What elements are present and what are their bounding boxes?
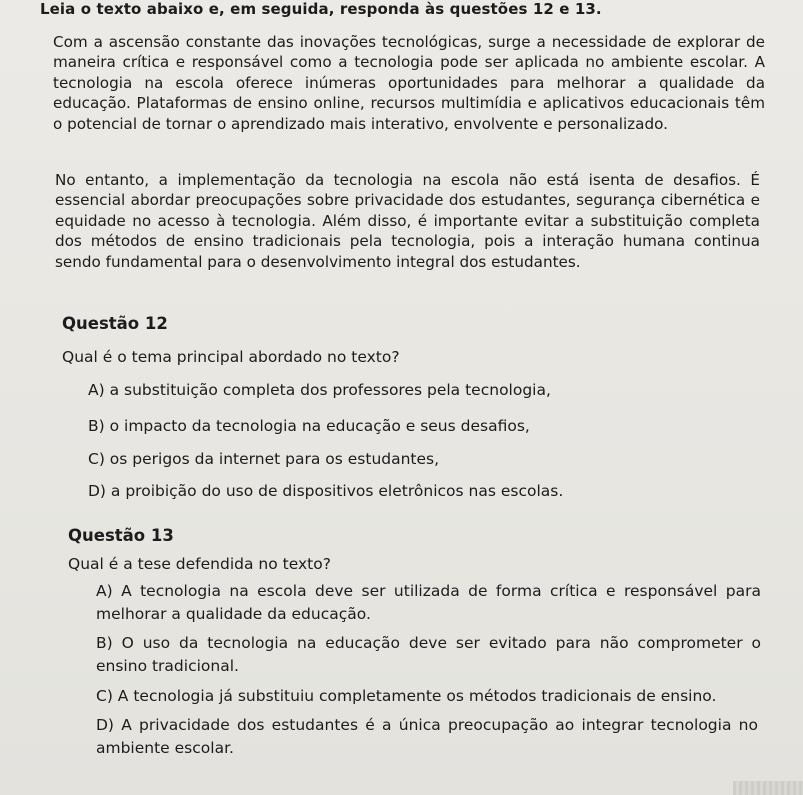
question-12-option-d: D) a proibição do uso de dispositivos eletrônicos nas escolas.: [88, 482, 564, 500]
question-12-option-a: A) a substituição completa dos professores pela tecnologia,: [88, 381, 551, 399]
text-paragraph-1: Com a ascensão constante das inovações tecnológicas, surge a necessidade de explorar de maneira crítica e responsável como a tecnologia pode ser aplicada no ambiente escolar. A tecnologia na escola oferece inúmeras oportunidades para melhorar a qualidade da educação. Plataformas de ensino online, recursos multimídia e aplicativos educacionais têm o potencial de tornar o aprendizado mais interativo, envolvente e personalizado.: [53, 33, 765, 133]
question-13-option-d: D) A privacidade dos estudantes é a única preocupação ao integrar tecnologia no ambiente escolar.: [96, 716, 758, 757]
question-13-option-a: A) A tecnologia na escola deve ser utilizada de forma crítica e responsável para melhorar a qualidade da educação.: [96, 582, 761, 623]
text-paragraph-2: No entanto, a implementação da tecnologia na escola não está isenta de desafios. É essencial abordar preocupações sobre privacidade dos estudantes, segurança cibernética e equidade no acesso à tecnologia. Além disso, é importante evitar a substituição completa dos métodos de ensino tradicionais pela tecnologia, pois a interação humana continua sendo fundamental para o desenvolvimento integral dos estudantes.: [55, 171, 760, 271]
instruction-header: Leia o texto abaixo e, em seguida, responda às questões 12 e 13.: [40, 0, 602, 18]
question-13-prompt: Qual é a tese defendida no texto?: [68, 555, 331, 573]
page-edge-shadow: [733, 781, 803, 795]
question-12-prompt: Qual é o tema principal abordado no texto?: [62, 348, 400, 366]
question-12-option-b: B) o impacto da tecnologia na educação e seus desafios,: [88, 417, 530, 435]
question-13-title: Questão 13: [68, 526, 174, 545]
question-13-option-c: C) A tecnologia já substituiu completamente os métodos tradicionais de ensino.: [96, 687, 717, 705]
question-12-option-c: C) os perigos da internet para os estudantes,: [88, 450, 440, 468]
question-13-option-b: B) O uso da tecnologia na educação deve ser evitado para não comprometer o ensino tradicional.: [96, 634, 761, 675]
question-12-title: Questão 12: [62, 314, 168, 333]
